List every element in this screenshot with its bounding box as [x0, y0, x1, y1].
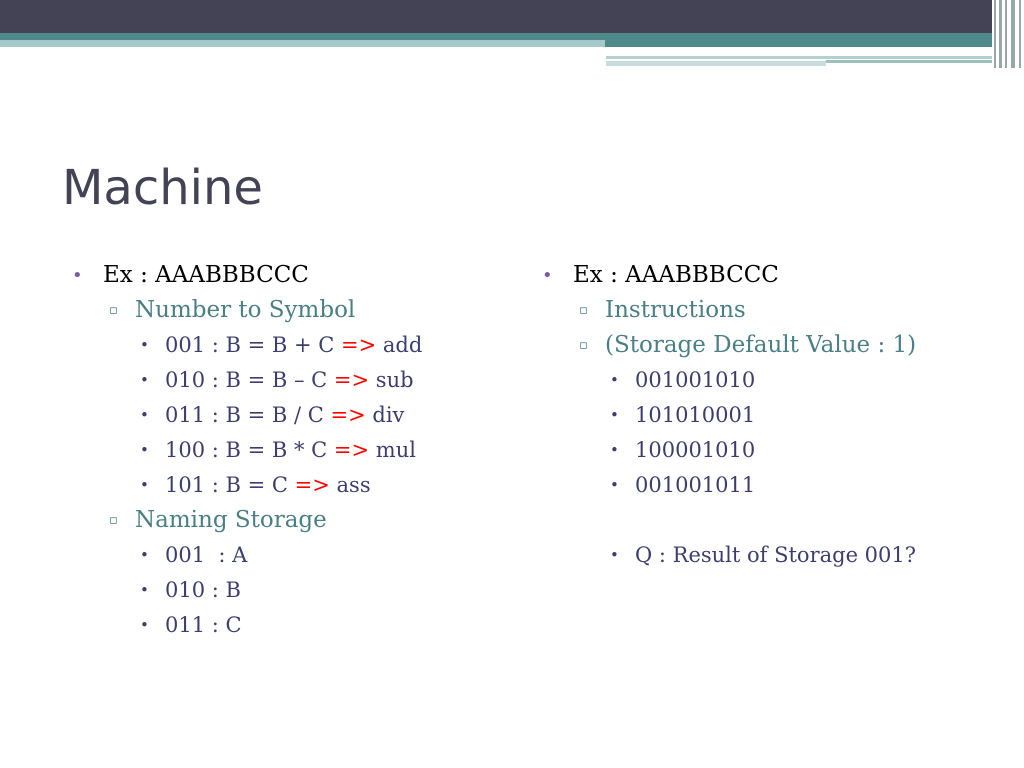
- rule-arrow: =>: [294, 473, 330, 497]
- rule-op: sub: [369, 368, 414, 392]
- right-heading: Ex : AAABBBCCC: [573, 262, 779, 288]
- symbol-rule-item: [72, 363, 512, 398]
- bullet-dot-icon: •: [140, 616, 149, 634]
- bullet-square-icon: ▫: [579, 303, 588, 318]
- naming-storage-label: Naming Storage: [135, 507, 327, 533]
- number-to-symbol-item: [72, 293, 512, 328]
- right-heading-item: [542, 258, 982, 293]
- header-accent-strip-lower: [606, 61, 826, 66]
- rule-text: 011 : B = B / C: [165, 403, 331, 427]
- storage-name-text: 010 : B: [165, 578, 241, 602]
- rule-op: ass: [329, 473, 371, 497]
- instruction-code: 001001010: [635, 368, 756, 392]
- symbol-rule-item: [72, 468, 512, 503]
- bullet-dot-icon: •: [140, 336, 149, 354]
- bullet-square-icon: ▫: [109, 303, 118, 318]
- instruction-code: 001001011: [635, 473, 756, 497]
- bullet-dot-icon: •: [610, 406, 619, 424]
- slide-title: Machine: [62, 160, 263, 216]
- bullet-dot-icon: •: [140, 476, 149, 494]
- header-light-band: [0, 40, 605, 47]
- bullet-dot-icon: •: [610, 546, 619, 564]
- instruction-code-item: [542, 363, 982, 398]
- symbol-rule-item: [72, 398, 512, 433]
- bullet-dot-icon: •: [140, 546, 149, 564]
- naming-storage-item: [72, 503, 512, 538]
- header-accent-strip: [606, 47, 1006, 59]
- bullet-dot-icon: •: [140, 371, 149, 389]
- storage-name-text: 011 : C: [165, 613, 242, 637]
- left-heading-item: [72, 258, 512, 293]
- rule-op: add: [376, 333, 423, 357]
- rule-text: 010 : B = B – C: [165, 368, 334, 392]
- instructions-item: [542, 293, 982, 328]
- header-dark-band: [0, 0, 1024, 33]
- bullet-dot-icon: •: [542, 265, 553, 286]
- bullet-dot-icon: •: [140, 581, 149, 599]
- symbol-rule-item: [72, 433, 512, 468]
- rule-text: 101 : B = C: [165, 473, 295, 497]
- instruction-code: 101010001: [635, 403, 756, 427]
- header-vertical-lines: [992, 0, 1024, 68]
- instruction-code-item: [542, 433, 982, 468]
- storage-name-item: [72, 608, 512, 643]
- left-column: [72, 258, 512, 643]
- question-item: [542, 538, 982, 573]
- blank-row: [542, 503, 982, 538]
- bullet-dot-icon: •: [610, 476, 619, 494]
- bullet-dot-icon: •: [610, 441, 619, 459]
- bullet-square-icon: ▫: [109, 513, 118, 528]
- instruction-code-item: [542, 468, 982, 503]
- right-column: [542, 258, 982, 573]
- rule-text: 001 : B = B + C: [165, 333, 342, 357]
- storage-name-item: [72, 538, 512, 573]
- bullet-dot-icon: •: [72, 265, 83, 286]
- symbol-rule-item: [72, 328, 512, 363]
- storage-name-item: [72, 573, 512, 608]
- bullet-dot-icon: •: [610, 371, 619, 389]
- rule-text: 100 : B = B * C: [165, 438, 334, 462]
- instruction-code-item: [542, 398, 982, 433]
- rule-arrow: =>: [333, 368, 370, 392]
- rule-arrow: =>: [333, 438, 370, 462]
- storage-name-text: 001 : A: [165, 543, 248, 567]
- rule-arrow: =>: [330, 403, 366, 427]
- instructions-label: Instructions: [605, 297, 746, 323]
- rule-op: div: [365, 403, 405, 427]
- question-text: Q : Result of Storage 001?: [635, 543, 917, 567]
- bullet-dot-icon: •: [140, 406, 149, 424]
- rule-arrow: =>: [341, 333, 377, 357]
- bullet-square-icon: ▫: [579, 338, 588, 353]
- number-to-symbol-label: Number to Symbol: [135, 297, 356, 323]
- instruction-code: 100001010: [635, 438, 756, 462]
- default-value-item: [542, 328, 982, 363]
- bullet-dot-icon: •: [140, 441, 149, 459]
- left-heading: Ex : AAABBBCCC: [103, 262, 309, 288]
- rule-op: mul: [369, 438, 416, 462]
- default-value-label: (Storage Default Value : 1): [605, 332, 917, 358]
